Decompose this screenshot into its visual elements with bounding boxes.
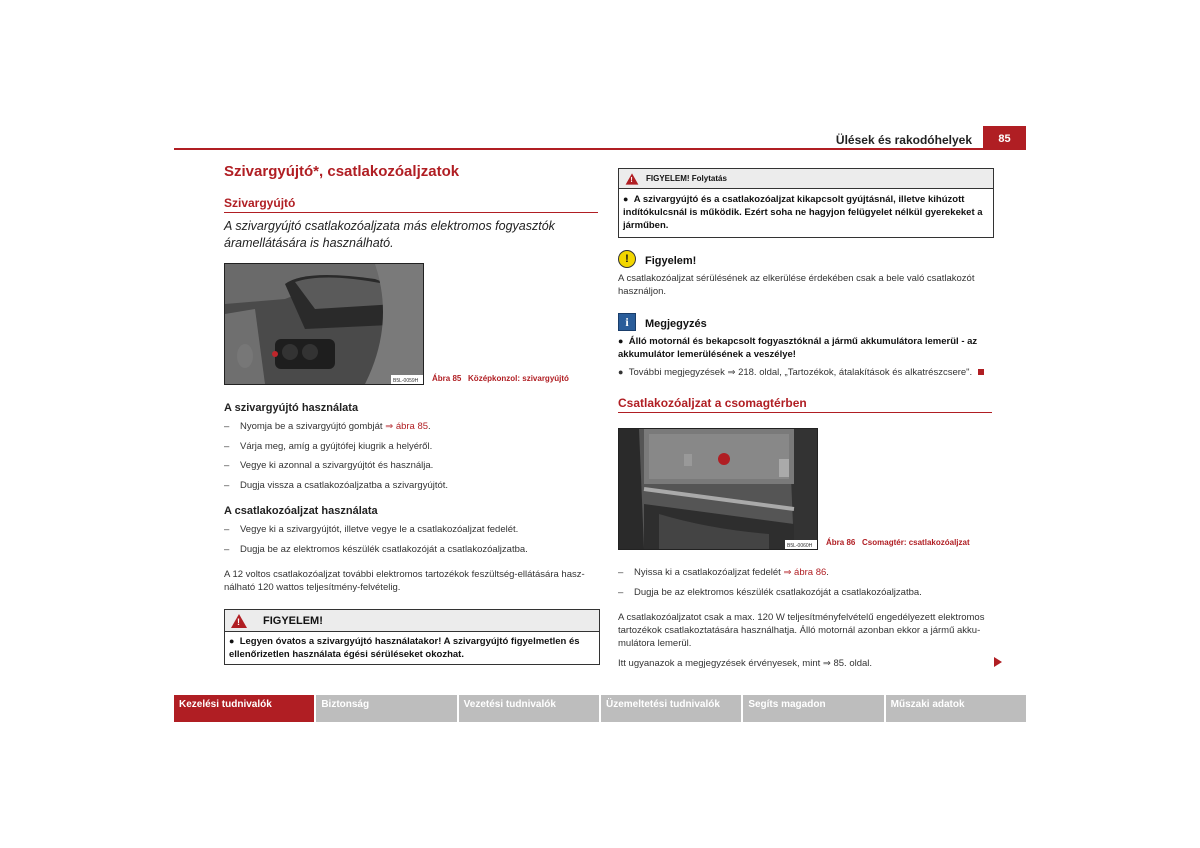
- figure-85-caption-text: Középkonzol: szivargyújtó: [468, 374, 569, 383]
- bullet-icon: ●: [618, 336, 624, 346]
- section-title: Szivargyújtó*, csatlakozóaljzatok: [224, 163, 460, 180]
- note-title: Megjegyzés: [645, 318, 707, 330]
- continue-arrow-icon[interactable]: [994, 657, 1002, 667]
- warning-header: [225, 610, 599, 632]
- subsection-rule: [618, 412, 992, 413]
- use-lighter-steps: [224, 420, 448, 498]
- warning-text: ● Legyen óvatos a szivargyújtó használatakor! A szivargyújtó figyelmetlen és ellenőrizetlen használata égési sérüléseket okozhat.: [229, 636, 580, 660]
- intro-text: A szivargyújtó csatlakozóaljzata más elektromos fogyasztók áramellátására is használható.: [224, 219, 555, 250]
- use-socket-steps: [224, 523, 528, 562]
- end-mark-icon: [978, 369, 984, 375]
- warning-triangle-icon: [626, 173, 639, 184]
- list-item: – Dugja be az elektromos készülék csatlakozóját a csatlakozóaljzatba.: [618, 586, 922, 598]
- bullet-icon: ●: [623, 194, 629, 204]
- list-item: – Vegye ki azonnal a szivargyújtót és használja.: [224, 460, 434, 471]
- socket-info-paragraph: A 12 voltos csatlakozóaljzat további elektromos tartozékok feszültség-ellátására hasz-nálható 120 wattos teljesítmény-felvételig.: [224, 569, 585, 593]
- figure-86-label: Ábra 86: [826, 538, 856, 547]
- use-socket-heading: A csatlakozóaljzat használata: [224, 505, 378, 517]
- tab-operating-instructions[interactable]: Kezelési tudnivalók: [174, 695, 314, 722]
- list-item: – Dugja vissza a csatlakozóaljzatba a szivargyújtót.: [224, 479, 449, 491]
- tab-technical-data[interactable]: Műszaki adatok: [886, 695, 1026, 722]
- warning-title: FIGYELEM!: [263, 614, 323, 627]
- trunk-info-paragraph: A csatlakozóaljzatot csak a max. 120 W teljesítményfelvételű engedélyezett elektromos tartozékok csatlakoztatására használhatja. Álló motornál azonban ekkor a jármű akku-mulátora lemerül.: [618, 612, 985, 649]
- trunk-socket-steps: [618, 566, 922, 605]
- warning-box: [224, 609, 600, 665]
- warning-continued-text: ● A szivargyújtó és a csatlakozóaljzat kikapcsolt gyújtásnál, illetve kihúzott indítókulcsnál is működik. Ezért soha ne hagyjon felügyelet nélkül gyerekeket a járműben.: [623, 194, 983, 231]
- figure-86-link[interactable]: ⇒ ábra 86: [783, 567, 827, 578]
- subsection-title-cigarette-lighter: Szivargyújtó: [224, 196, 296, 210]
- warning-triangle-icon: [231, 614, 247, 628]
- list-item: – Várja meg, amíg a gyújtófej kiugrik a helyéről.: [224, 440, 433, 452]
- tab-self-help[interactable]: Segíts magadon: [743, 695, 883, 722]
- list-item: – Nyissa ki a csatlakozóaljzat fedelét ⇒ ábra 86.: [618, 567, 829, 578]
- running-header-title: Ülések és rakodóhelyek: [835, 133, 972, 147]
- figure-86-code: B5L-0060H: [787, 543, 813, 549]
- caution-text: A csatlakozóaljzat sérülésének az elkerülése érdekében csak a bele való csatlakozót használjon.: [618, 273, 975, 297]
- figure-86-caption: [826, 538, 970, 547]
- subsection-rule: [224, 212, 598, 213]
- warning-continued-title: FIGYELEM! Folytatás: [646, 174, 727, 183]
- note-item-2: ● További megjegyzések ⇒ 218. oldal, „Tartozékok, átalakítások és alkatrészcsere".: [618, 366, 994, 379]
- page-reference-paragraph: Itt ugyanazok a megjegyzések érvényesek, mint ⇒ 85. oldal.: [618, 658, 873, 669]
- chapter-navigation: [174, 695, 1026, 722]
- note-item-1: ● Álló motornál és bekapcsolt fogyasztóknál a jármű akkumulátora lemerül - az akkumulátor lemerülésének a veszélye!: [618, 336, 978, 360]
- info-icon: i: [618, 313, 636, 331]
- page-number: 85: [983, 126, 1026, 148]
- tab-operation[interactable]: Üzemeltetési tudnivalók: [601, 695, 741, 722]
- list-item: – Vegye ki a szivargyújtót, illetve vegye le a csatlakozóaljzat fedelét.: [224, 524, 519, 535]
- tab-safety[interactable]: Biztonság: [316, 695, 456, 722]
- figure-86-caption-text: Csomagtér: csatlakozóaljzat: [862, 538, 970, 547]
- figure-86-trunk-image: [618, 428, 818, 550]
- caution-title: Figyelem!: [645, 255, 697, 267]
- warning-continued-box: [618, 168, 994, 238]
- figure-85-link[interactable]: ⇒ ábra 85: [385, 421, 429, 432]
- list-item: – Nyomja be a szivargyújtó gombját ⇒ ábra 85.: [224, 421, 431, 432]
- bullet-icon: ●: [618, 367, 624, 377]
- warning-continued-header: [619, 169, 993, 189]
- tab-driving[interactable]: Vezetési tudnivalók: [459, 695, 599, 722]
- figure-85-label: Ábra 85: [432, 374, 462, 383]
- use-lighter-heading: A szivargyújtó használata: [224, 402, 359, 414]
- subsection-title-trunk-socket: Csatlakozóaljzat a csomagtérben: [618, 396, 807, 410]
- figure-85-caption: [432, 374, 569, 383]
- caution-icon: !: [618, 250, 636, 268]
- header-rule: [174, 148, 1026, 150]
- bullet-icon: ●: [229, 636, 235, 646]
- figure-85-center-console-image: [224, 263, 424, 385]
- list-item: – Dugja be az elektromos készülék csatlakozóját a csatlakozóaljzatba.: [224, 543, 528, 555]
- figure-85-code: B5L-0059H: [393, 378, 419, 384]
